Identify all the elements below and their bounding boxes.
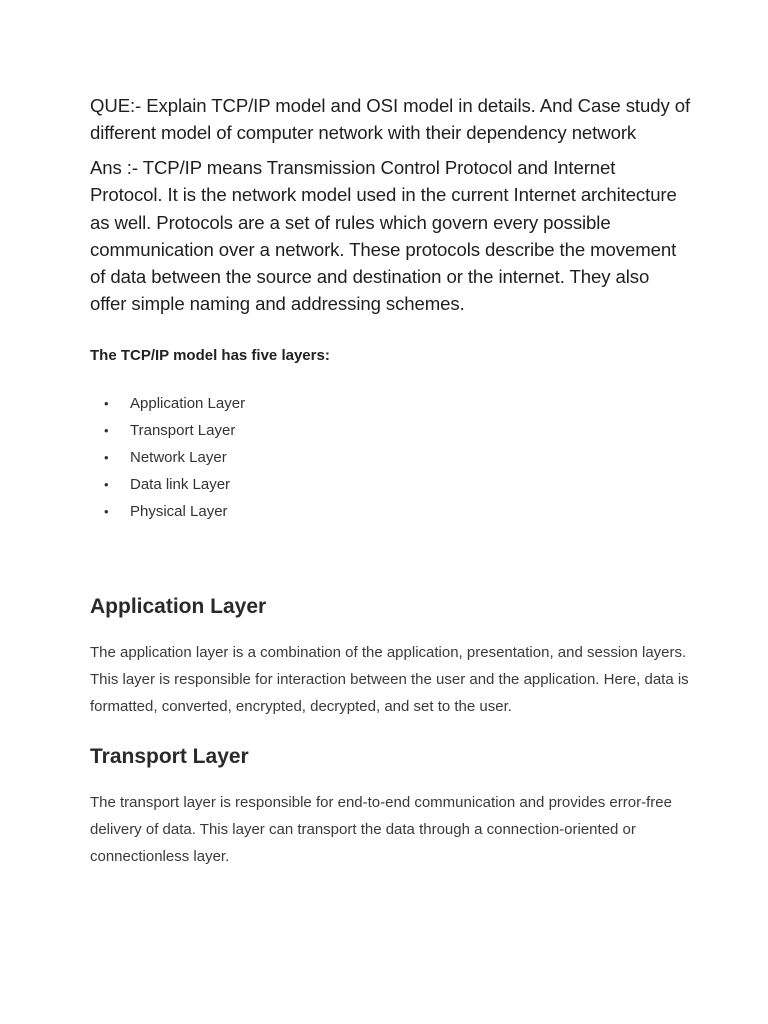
bullet-icon: •	[104, 422, 109, 438]
bullet-icon: •	[104, 395, 109, 411]
layer-label: Data link Layer	[130, 475, 231, 493]
section-heading-application: Application Layer	[90, 594, 267, 618]
list-item	[90, 390, 690, 417]
layer-label: Application Layer	[130, 394, 246, 412]
section-heading-transport: Transport Layer	[90, 744, 249, 768]
layer-label: Transport Layer	[130, 421, 236, 439]
bullet-icon: •	[104, 476, 109, 492]
list-item	[90, 471, 690, 498]
list-item	[90, 498, 690, 525]
list-item	[90, 444, 690, 471]
document-page	[90, 92, 690, 871]
layer-label: Network Layer	[130, 448, 227, 466]
bullet-icon: •	[104, 449, 109, 465]
list-item	[90, 417, 690, 444]
bullet-icon: •	[104, 503, 109, 519]
layer-list	[90, 390, 690, 525]
layers-intro: The TCP/IP model has five layers:	[90, 346, 330, 364]
answer-text: Ans :- TCP/IP means Transmission Control Protocol and Internet Protocol. It is the network model used in the current Internet architecture as well. Protocols are a set of rules which govern every possible communication over a network. These protocols describe the movement of data between the source and destination or the internet. They also offer simple naming and addressing schemes.	[90, 157, 677, 315]
layer-label: Physical Layer	[130, 502, 228, 520]
section-body-transport: The transport layer is responsible for end-to-end communication and provides error-free delivery of data. This layer can transport the data through a connection-oriented or connectionless layer.	[90, 793, 672, 866]
question-text: QUE:- Explain TCP/IP model and OSI model in details. And Case study of different model of computer network with their dependency network	[90, 95, 691, 143]
section-body-application: The application layer is a combination of the application, presentation, and session layers. This layer is responsible for interaction between the user and the application. Here, data is formatted, converted, encrypted, decrypted, and set to the user.	[90, 643, 689, 716]
